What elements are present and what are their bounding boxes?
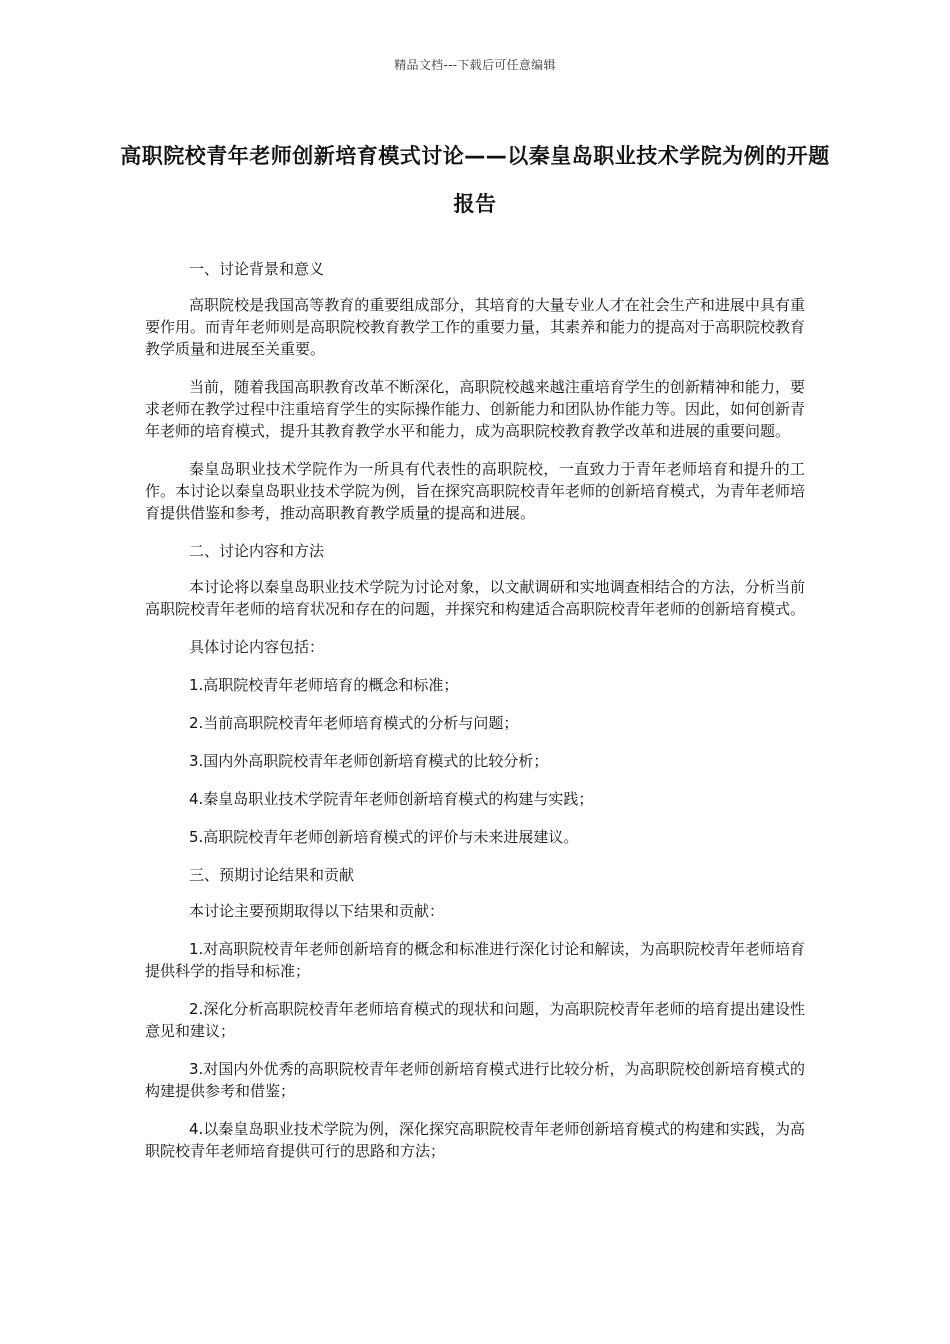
list-item-content-3: 3.国内外高职院校青年老师创新培育模式的比较分析； — [189, 752, 549, 770]
paragraph-research-method: 本讨论将以秦皇岛职业技术学院为讨论对象，以文献调研和实地调查相结合的方法，分析当前高职院校青年老师的培育状况和存在的问题，并探究和构建适合高职院校青年老师的创新培育模式。 — [145, 578, 806, 618]
list-item-result-3: 3.对国内外优秀的高职院校青年老师创新培育模式进行比较分析，为高职院校创新培育模式的构建提供参考和借鉴； — [145, 1060, 805, 1100]
document-title: 高职院校青年老师创新培育模式讨论——以秦皇岛职业技术学院为例的开题报告 — [120, 144, 830, 216]
paragraph-qinhuangdao-intro: 秦皇岛职业技术学院作为一所具有代表性的高职院校，一直致力于青年老师培育和提升的工作。本讨论以秦皇岛职业技术学院为例，旨在探究高职院校青年老师的创新培育模式，为青年老师培育提供借鉴和参考，推动高职教育教学质量的提高和进展。 — [145, 460, 806, 522]
paragraph-results-intro: 本讨论主要预期取得以下结果和贡献： — [189, 902, 445, 920]
paragraph-vocational-importance: 高职院校是我国高等教育的重要组成部分，其培育的大量专业人才在社会生产和进展中具有重要作用。而青年老师则是高职院校教育教学工作的重要力量，其素养和能力的提高对于高职院校教育教学质量和进展至关重要。 — [145, 296, 806, 358]
list-item-content-1: 1.高职院校青年老师培育的概念和标准； — [189, 676, 459, 694]
list-item-content-5: 5.高职院校青年老师创新培育模式的评价与未来进展建议。 — [189, 828, 579, 846]
section-heading-background: 一、讨论背景和意义 — [189, 260, 325, 278]
list-item-content-2: 2.当前高职院校青年老师培育模式的分析与问题； — [189, 714, 519, 732]
list-item-result-2: 2.深化分析高职院校青年老师培育模式的现状和问题，为高职院校青年老师的培育提出建设性意见和建议； — [145, 1000, 805, 1040]
document-body — [145, 258, 805, 1178]
section-heading-expected-results: 三、预期讨论结果和贡献 — [189, 866, 355, 884]
list-item-content-4: 4.秦皇岛职业技术学院青年老师创新培育模式的构建与实践； — [189, 790, 594, 808]
section-heading-content-method: 二、讨论内容和方法 — [189, 542, 325, 560]
paragraph-content-intro: 具体讨论内容包括： — [189, 638, 325, 656]
paragraph-current-reform: 当前，随着我国高职教育改革不断深化，高职院校越来越注重培育学生的创新精神和能力，要求老师在教学过程中注重培育学生的实际操作能力、创新能力和团队协作能力等。因此，如何创新青年老师的培育模式，提升其教育教学水平和能力，成为高职院校教育教学改革和进展的重要问题。 — [145, 378, 806, 440]
list-item-result-1: 1.对高职院校青年老师创新培育的概念和标准进行深化讨论和解读，为高职院校青年老师培育提供科学的指导和标准； — [145, 940, 805, 980]
list-item-result-4: 4.以秦皇岛职业技术学院为例，深化探究高职院校青年老师创新培育模式的构建和实践，为高职院校青年老师培育提供可行的思路和方法； — [145, 1120, 805, 1160]
page-header-note: 精品文档---下载后可任意编辑 — [394, 58, 556, 72]
